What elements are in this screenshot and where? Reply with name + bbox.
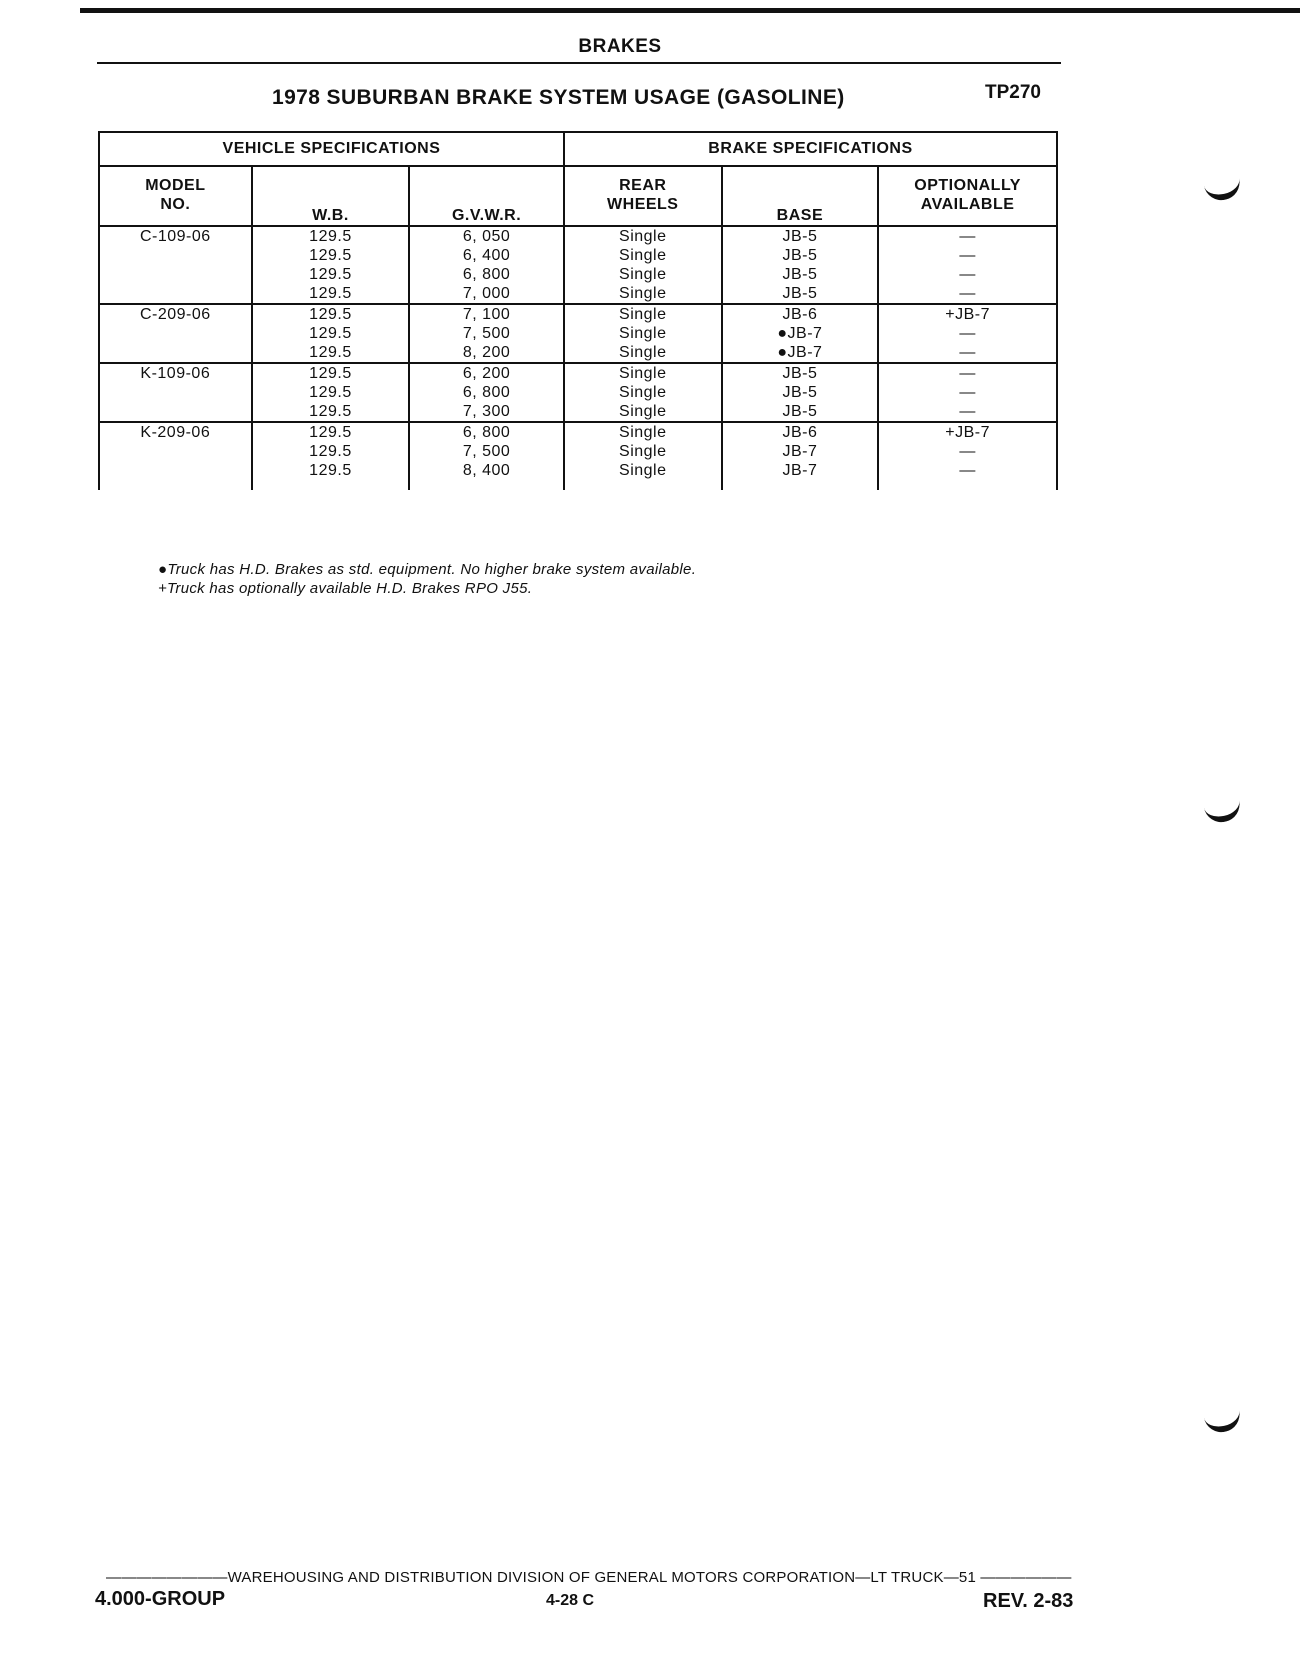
column-header-optional: OPTIONALLY AVAILABLE <box>878 166 1057 226</box>
rear-value: Single <box>619 403 667 420</box>
wb-value: 129.5 <box>309 365 352 382</box>
optional-value: — <box>959 228 976 245</box>
gvwr-value: 7, 300 <box>462 403 511 420</box>
optional-value: +JB-7 <box>945 424 990 441</box>
base-value: JB-6 <box>782 306 818 323</box>
optional-value: — <box>959 285 976 302</box>
cell-gvwr <box>409 304 564 363</box>
footnote-std-equipment: ●Truck has H.D. Brakes as std. equipment. No higher brake system available. <box>158 561 697 578</box>
base-value: JB-5 <box>782 365 818 382</box>
rear-value: Single <box>619 325 667 342</box>
wb-value: 129.5 <box>309 285 352 302</box>
optional-value: — <box>959 344 976 361</box>
cell-optional <box>878 226 1057 304</box>
section-title: BRAKES <box>578 36 662 57</box>
gvwr-value: 6, 200 <box>462 365 511 382</box>
wb-value: 129.5 <box>309 443 352 460</box>
rear-value: Single <box>619 365 667 382</box>
gvwr-value: 6, 050 <box>462 228 511 245</box>
cell-wb <box>252 226 410 304</box>
binder-hole-mark <box>1203 174 1243 203</box>
cell-model-no: K-209-06 <box>99 422 252 490</box>
optional-value: — <box>959 462 976 479</box>
rear-value: Single <box>619 228 667 245</box>
optional-value: — <box>959 403 976 420</box>
wb-value: 129.5 <box>309 247 352 264</box>
rear-value: Single <box>619 462 667 479</box>
cell-base <box>722 363 879 422</box>
rear-value: Single <box>619 266 667 283</box>
gvwr-value: 7, 500 <box>462 325 511 342</box>
gvwr-value: 6, 800 <box>462 384 511 401</box>
optional-value: — <box>959 325 976 342</box>
rear-value: Single <box>619 247 667 264</box>
gvwr-value: 6, 800 <box>462 424 511 441</box>
optional-value: — <box>959 443 976 460</box>
section-divider <box>97 62 1061 64</box>
cell-rear <box>564 363 722 422</box>
base-value: JB-7 <box>782 443 818 460</box>
optional-value: — <box>959 384 976 401</box>
cell-rear <box>564 304 722 363</box>
cell-rear <box>564 422 722 490</box>
table-row <box>99 226 1057 304</box>
cell-model-no: C-109-06 <box>99 226 252 304</box>
cell-optional <box>878 422 1057 490</box>
cell-gvwr <box>409 226 564 304</box>
cell-optional <box>878 363 1057 422</box>
gvwr-value: 6, 800 <box>462 266 511 283</box>
column-header-base: BASE <box>722 166 879 226</box>
footer-revision: REV. 2-83 <box>983 1590 1074 1612</box>
base-value: JB-7 <box>782 462 818 479</box>
optional-value: — <box>959 247 976 264</box>
top-border-rule <box>80 8 1300 13</box>
base-value: JB-5 <box>782 403 818 420</box>
optional-value: — <box>959 266 976 283</box>
base-value: JB-6 <box>782 424 818 441</box>
base-value: JB-5 <box>782 228 818 245</box>
wb-value: 129.5 <box>309 344 352 361</box>
column-header-gvwr: G.V.W.R. <box>409 166 564 226</box>
document-title: 1978 SUBURBAN BRAKE SYSTEM USAGE (GASOLINE) <box>272 86 845 109</box>
cell-gvwr <box>409 422 564 490</box>
wb-value: 129.5 <box>309 228 352 245</box>
cell-optional <box>878 304 1057 363</box>
gvwr-value: 7, 100 <box>462 306 511 323</box>
cell-rear <box>564 226 722 304</box>
binder-hole-mark <box>1203 1406 1243 1435</box>
table-row <box>99 304 1057 363</box>
document-code: TP270 <box>985 82 1041 103</box>
table-row <box>99 363 1057 422</box>
base-value: JB-5 <box>782 266 818 283</box>
wb-value: 129.5 <box>309 325 352 342</box>
wb-value: 129.5 <box>309 266 352 283</box>
column-header-model: MODEL NO. <box>99 166 252 226</box>
cell-base <box>722 304 879 363</box>
group-header-brake: BRAKE SPECIFICATIONS <box>564 132 1057 166</box>
wb-value: 129.5 <box>309 424 352 441</box>
group-header-vehicle: VEHICLE SPECIFICATIONS <box>99 132 564 166</box>
cell-gvwr <box>409 363 564 422</box>
brake-usage-table <box>98 131 1058 490</box>
cell-wb <box>252 304 410 363</box>
base-value: JB-5 <box>782 384 818 401</box>
rear-value: Single <box>619 306 667 323</box>
gvwr-value: 8, 400 <box>462 462 511 479</box>
cell-wb <box>252 422 410 490</box>
cell-base <box>722 226 879 304</box>
footer-page-number: 4-28 C <box>546 1592 595 1609</box>
column-header-wb: W.B. <box>252 166 410 226</box>
wb-value: 129.5 <box>309 384 352 401</box>
rear-value: Single <box>619 344 667 361</box>
rear-value: Single <box>619 443 667 460</box>
base-value: ●JB-7 <box>777 325 823 342</box>
optional-value: +JB-7 <box>945 306 990 323</box>
footer-publisher-line: ————————WAREHOUSING AND DISTRIBUTION DIVISION OF GENERAL MOTORS CORPORATION—LT TRUCK—51 —————— <box>106 1569 1072 1586</box>
table-row <box>99 422 1057 490</box>
rear-value: Single <box>619 424 667 441</box>
optional-value: — <box>959 365 976 382</box>
wb-value: 129.5 <box>309 462 352 479</box>
cell-model-no: C-209-06 <box>99 304 252 363</box>
base-value: JB-5 <box>782 285 818 302</box>
wb-value: 129.5 <box>309 403 352 420</box>
wb-value: 129.5 <box>309 306 352 323</box>
column-header-rear-wheels: REAR WHEELS <box>564 166 722 226</box>
gvwr-value: 7, 000 <box>462 285 511 302</box>
binder-hole-mark <box>1203 796 1243 825</box>
base-value: JB-5 <box>782 247 818 264</box>
cell-model-no: K-109-06 <box>99 363 252 422</box>
rear-value: Single <box>619 285 667 302</box>
gvwr-value: 8, 200 <box>462 344 511 361</box>
gvwr-value: 7, 500 <box>462 443 511 460</box>
cell-wb <box>252 363 410 422</box>
footnote-optional: +Truck has optionally available H.D. Brakes RPO J55. <box>158 580 533 597</box>
footer-group: 4.000-GROUP <box>95 1588 226 1610</box>
footnotes <box>158 560 696 598</box>
rear-value: Single <box>619 384 667 401</box>
cell-base <box>722 422 879 490</box>
gvwr-value: 6, 400 <box>462 247 511 264</box>
base-value: ●JB-7 <box>777 344 823 361</box>
